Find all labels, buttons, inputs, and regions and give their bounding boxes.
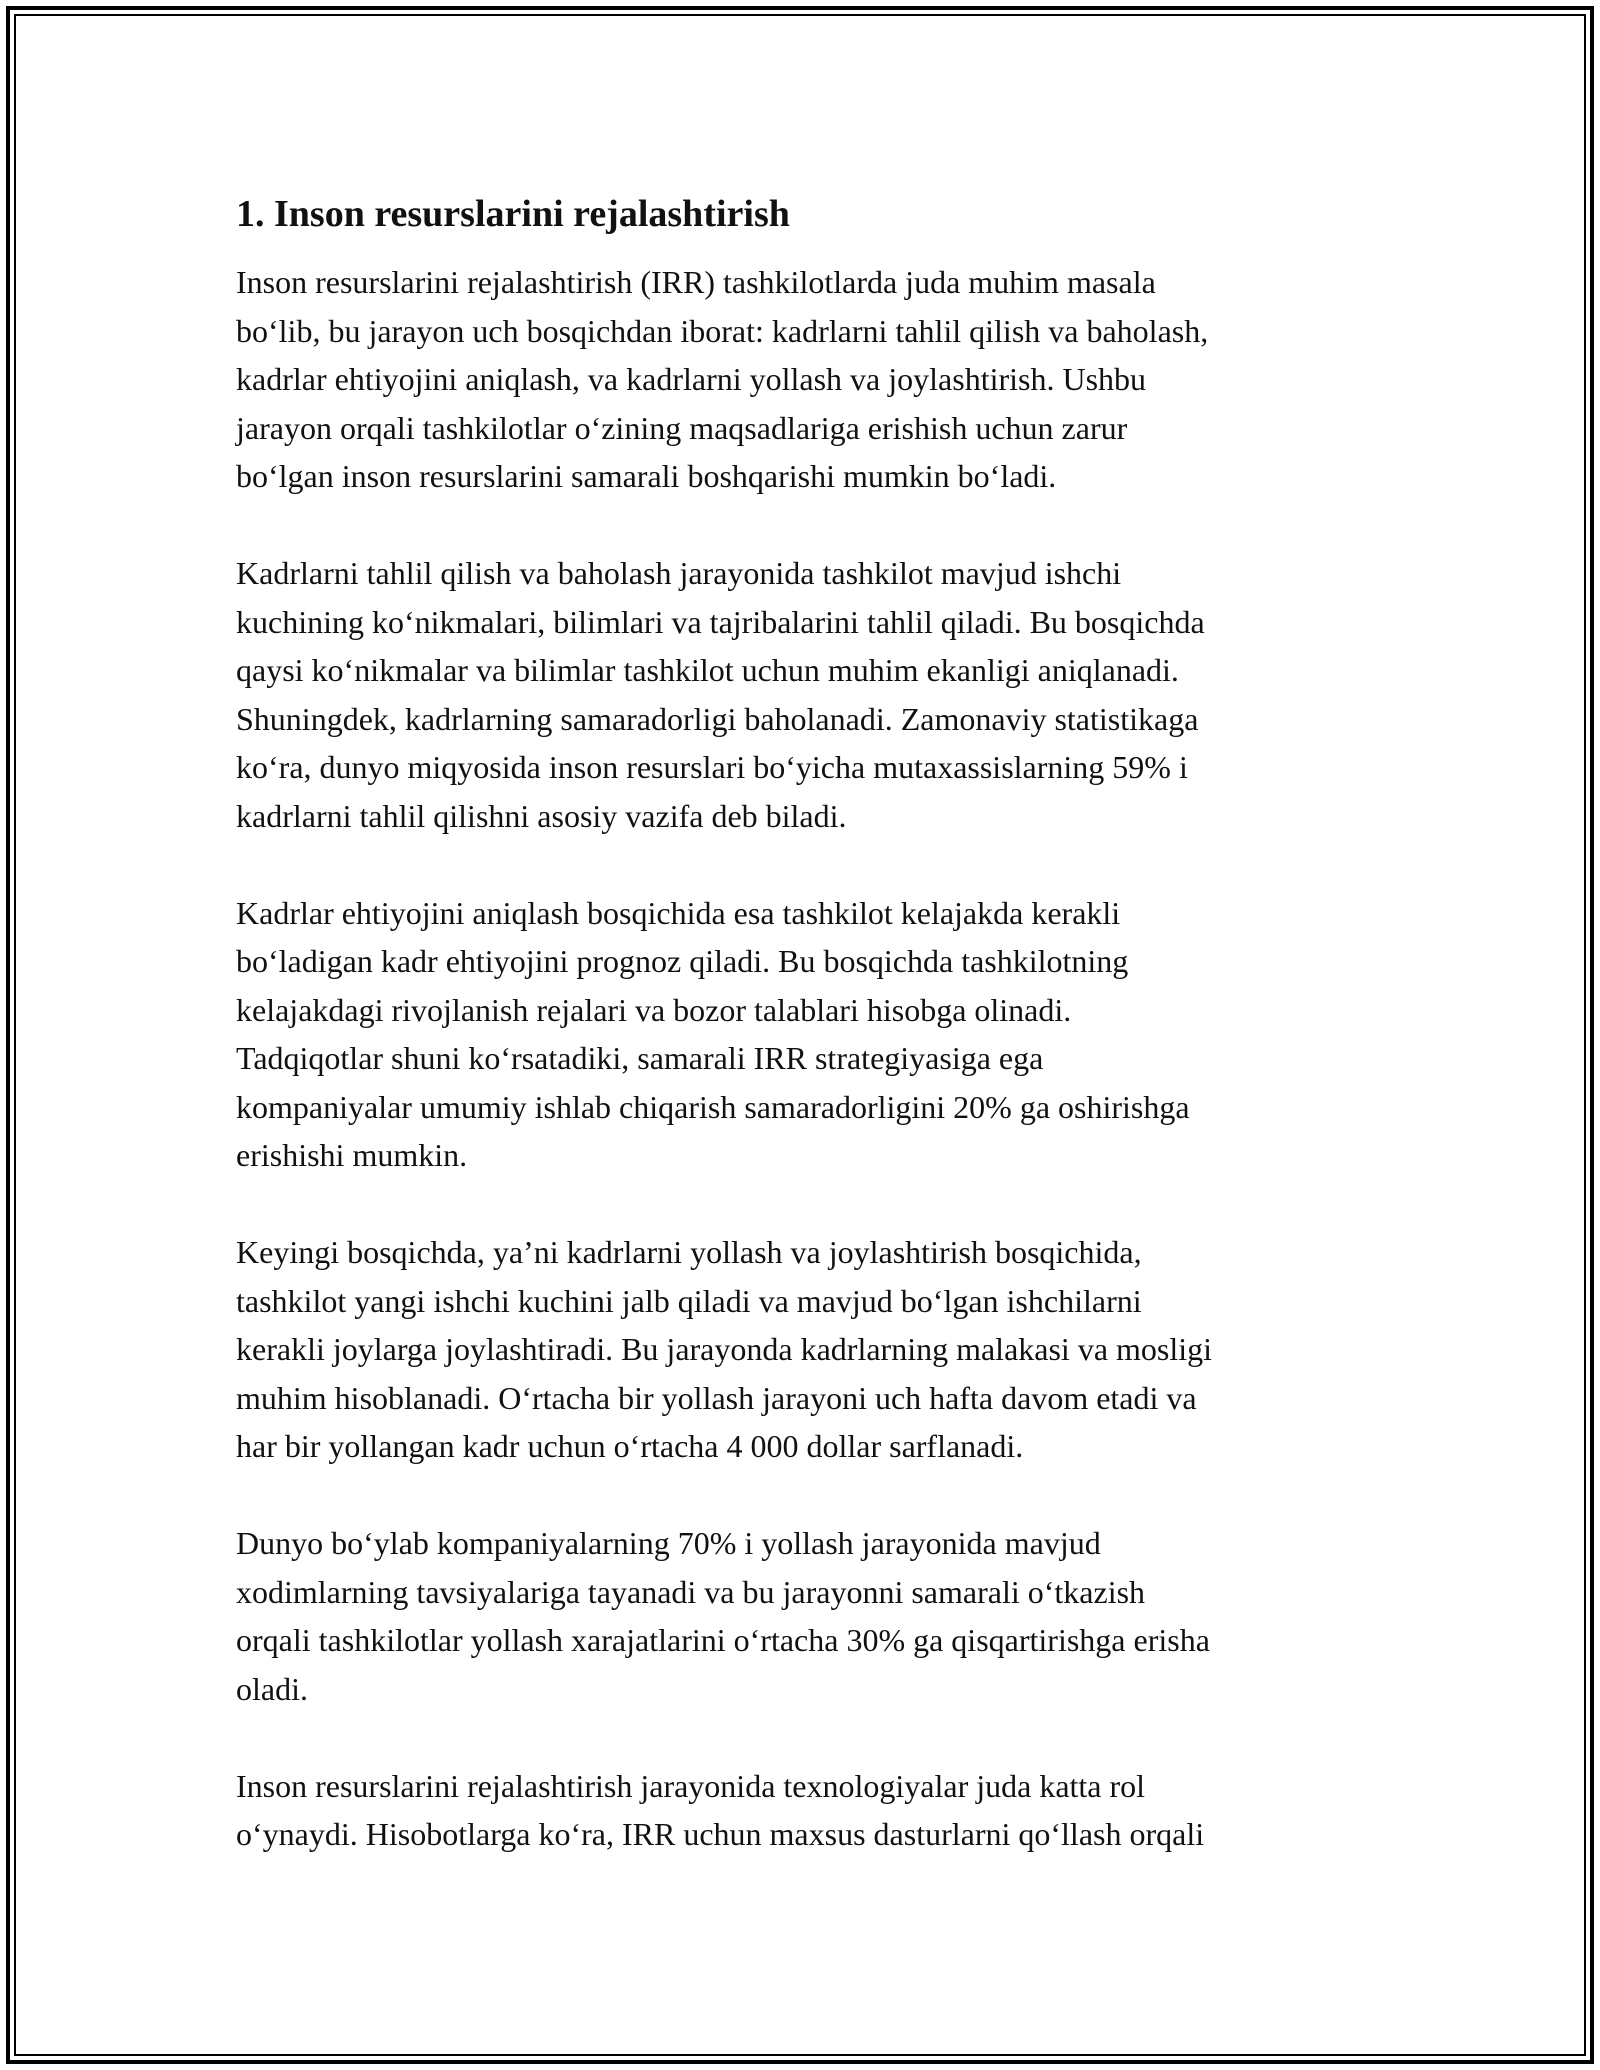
- paragraph-3: [236, 889, 1364, 1180]
- text-line: orqali tashkilotlar yollash xarajatlarini o‘rtacha 30% ga qisqartirishga erisha: [236, 1622, 1210, 1658]
- text-line: bo‘lib, bu jarayon uch bosqichdan iborat: kadrlarni tahlil qilish va baholash,: [236, 312, 1209, 349]
- text-line: jarayon orqali tashkilotlar o‘zining maqsadlariga erishish uchun zarur: [236, 409, 1128, 446]
- paragraph-1: [236, 258, 1364, 501]
- text-line: Kadrlar ehtiyojini aniqlash bosqichida esa tashkilot kelajakda kerakli: [236, 894, 1121, 931]
- text-line: Tadqiqotlar shuni ko‘rsatadiki, samarali IRR strategiyasiga ega: [236, 1040, 1044, 1076]
- text-line: kuchining ko‘nikmalari, bilimlari va tajribalarini tahlil qiladi. Bu bosqichda: [236, 603, 1205, 640]
- text-line: Inson resurslarini rejalashtirish jarayonida texnologiyalar juda katta rol: [236, 1767, 1146, 1804]
- paragraph-4: [236, 1228, 1364, 1471]
- text-line: o‘ynaydi. Hisobotlarga ko‘ra, IRR uchun maxsus dasturlarni qo‘llash orqali: [236, 1816, 1205, 1852]
- text-line: kelajakdagi rivojlanish rejalari va bozor talablari hisobga olinadi.: [236, 991, 1072, 1028]
- text-line: Inson resurslarini rejalashtirish (IRR) tashkilotlarda juda muhim masala: [236, 264, 1156, 300]
- text-line: kadrlarni tahlil qilishni asosiy vazifa deb biladi.: [236, 797, 847, 834]
- section-heading: 1. Inson resurslarini rejalashtirish: [236, 193, 790, 235]
- text-line: oladi.: [236, 1670, 308, 1707]
- text-line: kompaniyalar umumiy ishlab chiqarish samaradorligini 20% ga oshirishga: [236, 1088, 1190, 1125]
- document-body: [236, 186, 1364, 1907]
- text-line: har bir yollangan kadr uchun o‘rtacha 4 000 dollar sarflanadi.: [236, 1428, 1024, 1464]
- paragraph-2: [236, 549, 1364, 840]
- text-line: Dunyo bo‘ylab kompaniyalarning 70% i yollash jarayonida mavjud: [236, 1525, 1101, 1561]
- text-line: kadrlar ehtiyojini aniqlash, va kadrlarni yollash va joylashtirish. Ushbu: [236, 361, 1147, 397]
- text-line: erishishi mumkin.: [236, 1137, 468, 1173]
- text-line: Kadrlarni tahlil qilish va baholash jarayonida tashkilot mavjud ishchi: [236, 555, 1122, 591]
- text-line: tashkilot yangi ishchi kuchini jalb qiladi va mavjud bo‘lgan ishchilarni: [236, 1282, 1142, 1319]
- text-line: bo‘lgan inson resurslarini samarali boshqarishi mumkin bo‘ladi.: [236, 458, 1057, 494]
- text-line: kerakli joylarga joylashtiradi. Bu jarayonda kadrlarning malakasi va mosligi: [236, 1331, 1213, 1367]
- text-line: xodimlarning tavsiyalariga tayanadi va bu jarayonni samarali o‘tkazish: [236, 1573, 1146, 1610]
- text-line: Shuningdek, kadrlarning samaradorligi baholanadi. Zamonaviy statistikaga: [236, 700, 1199, 737]
- paragraph-6: [236, 1762, 1364, 1859]
- text-line: qaysi ko‘nikmalar va bilimlar tashkilot uchun muhim ekanligi aniqlanadi.: [236, 652, 1179, 688]
- paragraph-5: [236, 1519, 1364, 1713]
- text-line: ko‘ra, dunyo miqyosida inson resurslari bo‘yicha mutaxassislarning 59% i: [236, 749, 1188, 785]
- text-line: Keyingi bosqichda, ya’ni kadrlarni yollash va joylashtirish bosqichida,: [236, 1234, 1142, 1270]
- text-line: bo‘ladigan kadr ehtiyojini prognoz qiladi. Bu bosqichda tashkilotning: [236, 943, 1129, 979]
- text-line: muhim hisoblanadi. O‘rtacha bir yollash jarayoni uch hafta davom etadi va: [236, 1379, 1197, 1416]
